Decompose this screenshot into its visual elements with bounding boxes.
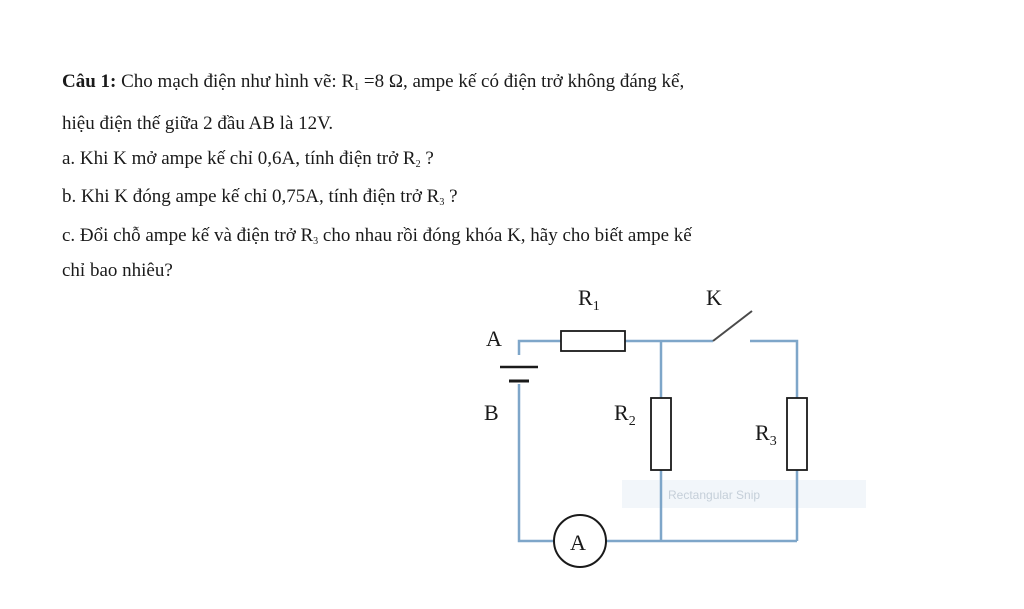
resistor-r2 bbox=[651, 398, 671, 470]
switch-k bbox=[713, 311, 752, 341]
intro-text-1: Cho mạch điện như hình vẽ: R bbox=[116, 71, 355, 92]
snip-label: Rectangular Snip bbox=[668, 488, 761, 502]
wire-k-r3 bbox=[750, 341, 797, 398]
label-r2-sub: 2 bbox=[628, 414, 636, 429]
intro-text-2: =8 Ω, ampe kế có điện trở không đáng kể, bbox=[359, 71, 685, 92]
intro-sub-1: 1 bbox=[354, 82, 360, 93]
label-r3-sub: 3 bbox=[769, 434, 777, 449]
label-b: B bbox=[484, 400, 499, 425]
wire-a-r1 bbox=[519, 341, 561, 355]
part-a-text: a. Khi K mở ampe kế chỉ 0,6A, tính điện trở R bbox=[62, 148, 416, 169]
label-a: A bbox=[486, 326, 502, 351]
resistor-r1 bbox=[561, 331, 625, 351]
part-b-end: ? bbox=[444, 186, 458, 207]
label-r2 bbox=[614, 400, 636, 429]
part-b-sub: 3 bbox=[439, 197, 445, 208]
part-c-text: c. Đổi chỗ ampe kế và điện trở R bbox=[62, 225, 314, 246]
label-r1 bbox=[578, 285, 600, 314]
label-k: K bbox=[706, 285, 722, 310]
label-r1-main: R bbox=[578, 285, 593, 310]
part-a-sub: 2 bbox=[415, 159, 421, 170]
label-r2-main: R bbox=[614, 400, 629, 425]
part-c-line-2: chỉ bao nhiêu? bbox=[62, 260, 173, 281]
label-r3 bbox=[755, 420, 777, 449]
part-c-sub: 3 bbox=[313, 236, 319, 247]
question-line-2: hiệu điện thế giữa 2 đầu AB là 12V. bbox=[62, 113, 334, 134]
part-c-end: cho nhau rồi đóng khóa K, hãy cho biết ampe kế bbox=[318, 225, 692, 246]
label-r1-sub: 1 bbox=[592, 299, 600, 314]
question-title: Câu 1: bbox=[62, 71, 117, 92]
part-a-end: ? bbox=[420, 148, 434, 169]
label-r3-main: R bbox=[755, 420, 770, 445]
ammeter-label: A bbox=[570, 530, 586, 555]
wire-b-ammeter bbox=[519, 384, 554, 541]
part-b-text: b. Khi K đóng ampe kế chỉ 0,75A, tính điện trở R bbox=[62, 186, 440, 207]
resistor-r3 bbox=[787, 398, 807, 470]
